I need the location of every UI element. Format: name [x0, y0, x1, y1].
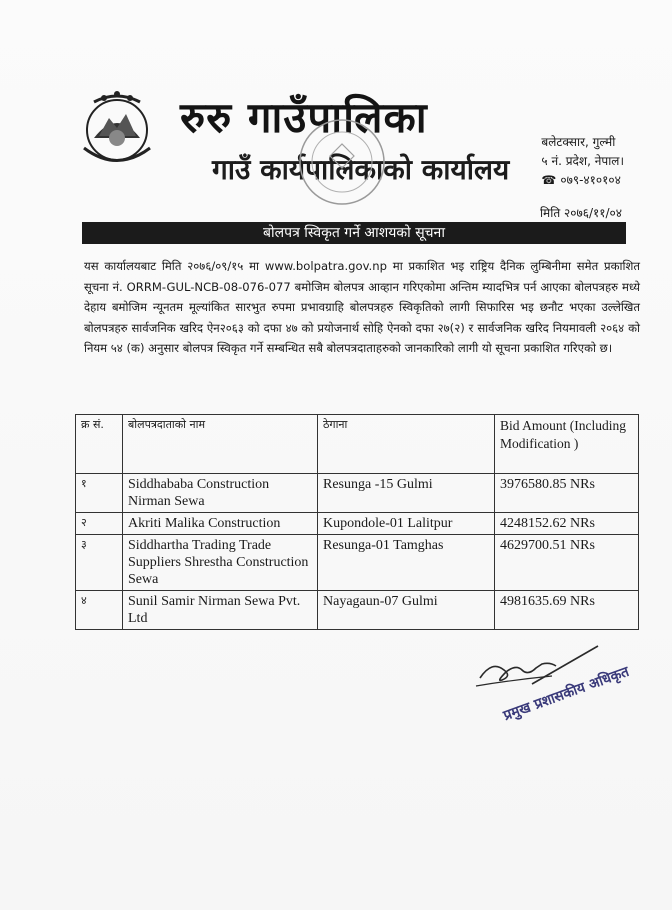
phone-number: ०७९-४१०१०४	[560, 173, 621, 187]
row-amount: 4248152.62 NRs	[495, 513, 639, 535]
row-bidder: Akriti Malika Construction	[123, 513, 318, 535]
row-address: Resunga -15 Gulmi	[318, 474, 495, 513]
row-sn: ३	[76, 535, 123, 591]
row-amount: 4981635.69 NRs	[495, 591, 639, 630]
table-row	[76, 535, 639, 591]
municipality-name: रुरु गाउँपालिका	[180, 93, 428, 142]
header-bidder: बोलपत्रदाताको नाम	[123, 415, 318, 474]
notice-date: मिति २०७६/११/०४	[539, 206, 622, 220]
row-sn: ४	[76, 591, 123, 630]
row-sn: १	[76, 474, 123, 513]
address-line-1: बलेटक्सार, गुल्मी	[541, 135, 616, 149]
address-line-2: ५ नं. प्रदेश, नेपाल।	[541, 154, 624, 168]
row-address: Kupondole-01 Lalitpur	[318, 513, 495, 535]
row-amount: 4629700.51 NRs	[495, 535, 639, 591]
row-address: Nayagaun-07 Gulmi	[318, 591, 495, 630]
table-row	[76, 513, 639, 535]
officer-stamp: प्रमुख प्रशासकीय अधिकृत	[501, 663, 632, 725]
row-bidder: Sunil Samir Nirman Sewa Pvt. Ltd	[123, 591, 318, 630]
header-sn: क्र सं.	[76, 415, 123, 474]
phone-row	[541, 171, 624, 190]
bids-table	[75, 414, 639, 630]
office-address	[541, 133, 624, 190]
table-row	[76, 474, 639, 513]
phone-icon: ☎	[541, 173, 557, 187]
office-name: गाउँ कार्यपालिकाको कार्यालय	[212, 153, 510, 186]
row-bidder: Siddhababa Construction Nirman Sewa	[123, 474, 318, 513]
table-row	[76, 591, 639, 630]
row-amount: 3976580.85 NRs	[495, 474, 639, 513]
row-bidder: Siddhartha Trading Trade Suppliers Shrestha Construction Sewa	[123, 535, 318, 591]
row-address: Resunga-01 Tamghas	[318, 535, 495, 591]
header-address: ठेगाना	[318, 415, 495, 474]
header-bid-amount: Bid Amount (Including Modification )	[495, 415, 639, 474]
table-header-row	[76, 415, 639, 474]
office-seal	[296, 116, 388, 208]
nepal-emblem-icon	[74, 88, 160, 168]
notice-body: यस कार्यालयबाट मिति २०७६/०९/१५ मा www.bolpatra.gov.np मा प्रकाशित भइ राष्ट्रिय दैनिक लुम्बिनीमा समेत प्रकाशित सूचना नं. ORRM-GUL-NCB-08-076-077 बमोजिम बोलपत्र आव्हान गरिएकोमा अन्तिम म्यादभित्र पर्न आएका बोलपत्रहरु मध्ये देहाय बमोजिम न्यूनतम मूल्यांकित सारभुत रुपमा प्रभावग्राहि बोलपत्रहरु स्विकृतिको लागी सिफारिस भइ छनौट भएका उल्लेखित बोलपत्रहरु सार्वजनिक खरिद ऐन२०६३ को दफा ४७ को प्रयोजनार्थ सोहि ऐनको दफा २७(२) र सार्वजनिक खरिद नियमावली २०६४ को नियम ५४ (क) अनुसार बोलपत्र स्विकृत गर्ने सम्बन्धित सबै बोलपत्रदाताहरुको जानकारिको लागी यो सूचना प्रकाशित गरिएको छ।	[84, 259, 640, 355]
notice-title: बोलपत्र स्विकृत गर्ने आशयको सूचना	[82, 222, 626, 244]
row-sn: २	[76, 513, 123, 535]
